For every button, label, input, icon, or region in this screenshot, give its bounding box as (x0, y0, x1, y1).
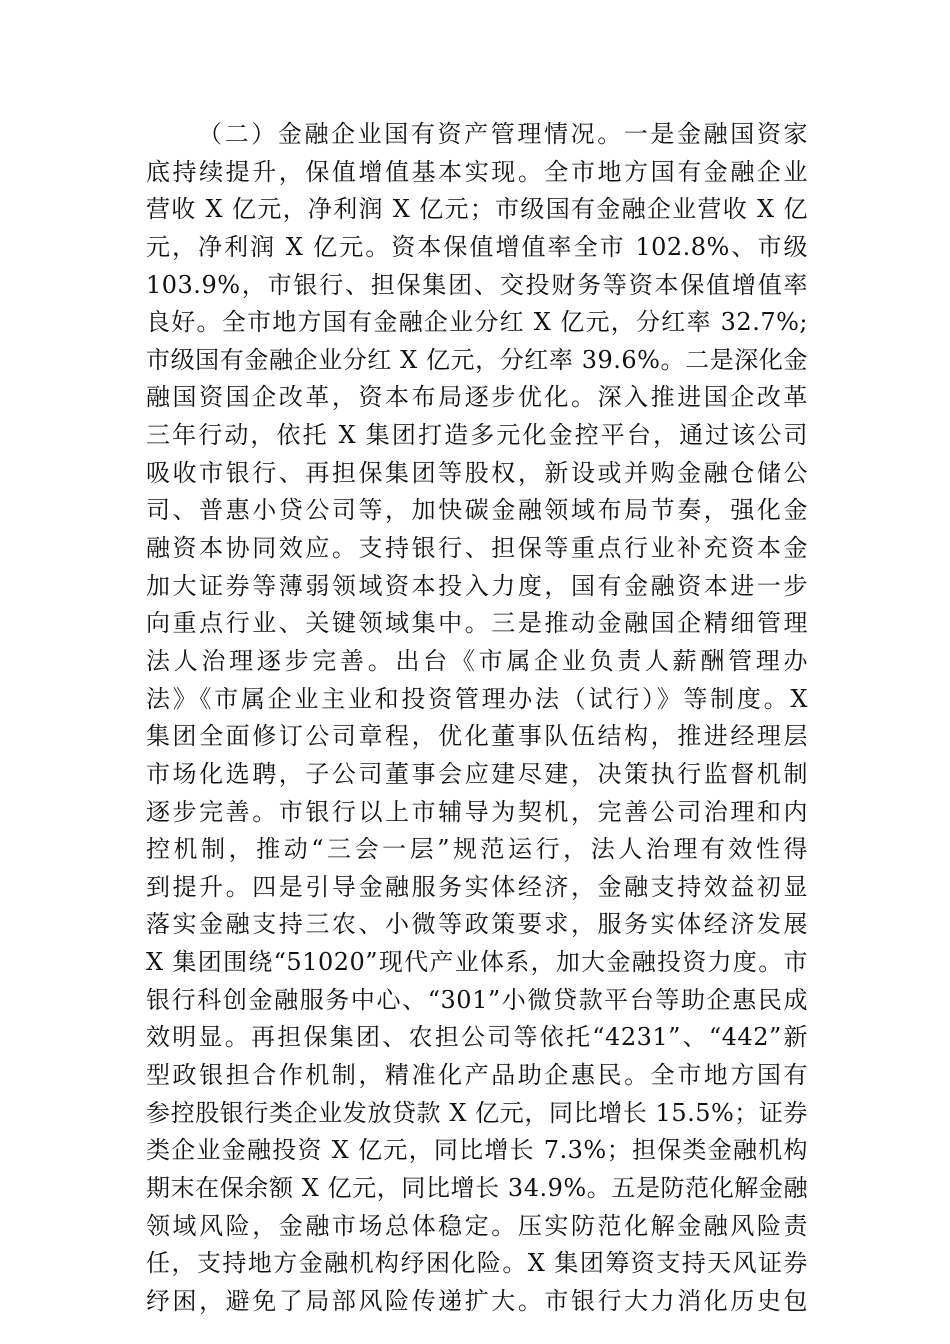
text-line: 领域风险，金融市场总体稳定。压实防范化解金融风险责 (146, 1211, 808, 1240)
text-line: 市级国有金融企业分红 X 亿元，分红率 39.6%。二是深化金 (146, 345, 808, 374)
text-line: 加大证券等薄弱领域资本投入力度，国有金融资本进一步 (146, 571, 808, 600)
text-line: 法》《市属企业主业和投资管理办法（试行）》等制度。X (146, 684, 808, 713)
text-line: 元，净利润 X 亿元。资本保值增值率全市 102.8%、市级 (146, 232, 808, 261)
text-line: 103.9%，市银行、担保集团、交投财务等资本保值增值率 (146, 270, 808, 299)
body-paragraph (146, 116, 808, 1321)
text-line: （二）金融企业国有资产管理情况。一是金融国资家 (198, 120, 808, 148)
text-line: 期末在保余额 X 亿元，同比增长 34.9%。五是防范化解金融 (146, 1173, 808, 1202)
text-line: 效明显。再担保集团、农担公司等依托“4231”、“442”新 (146, 1023, 808, 1052)
text-line: 底持续提升，保值增值基本实现。全市地方国有金融企业 (146, 157, 808, 186)
text-line: 纾困，避免了局部风险传递扩大。市银行大力消化历史包 (146, 1286, 808, 1315)
text-line: 落实金融支持三农、小微等政策要求，服务实体经济发展 (146, 910, 808, 939)
text-line: 类企业金融投资 X 亿元，同比增长 7.3%；担保类金融机构 (146, 1136, 808, 1165)
text-line: 三年行动，依托 X 集团打造多元化金控平台，通过该公司 (146, 421, 808, 450)
text-line: 融资本协同效应。支持银行、担保等重点行业补充资本金 (146, 534, 808, 563)
text-line: 营收 X 亿元，净利润 X 亿元；市级国有金融企业营收 X 亿 (146, 195, 808, 224)
text-line: 法人治理逐步完善。出台《市属企业负责人薪酬管理办 (146, 646, 808, 675)
text-line: 银行科创金融服务中心、“301”小微贷款平台等助企惠民成 (146, 985, 808, 1014)
text-line: 司、普惠小贷公司等，加快碳金融领域布局节奏，强化金 (146, 496, 808, 525)
text-line: 参控股银行类企业发放贷款 X 亿元，同比增长 15.5%；证券 (146, 1098, 808, 1127)
text-line: 吸收市银行、再担保集团等股权，新设或并购金融仓储公 (146, 458, 808, 487)
text-line: 逐步完善。市银行以上市辅导为契机，完善公司治理和内 (146, 797, 808, 826)
text-line: 良好。全市地方国有金融企业分红 X 亿元，分红率 32.7%; (146, 308, 808, 337)
text-line: 型政银担合作机制，精准化产品助企惠民。全市地方国有 (146, 1061, 808, 1090)
text-line: 任，支持地方金融机构纾困化险。X 集团筹资支持天风证券 (146, 1249, 808, 1278)
text-line: 向重点行业、关键领域集中。三是推动金融国企精细管理 (146, 609, 808, 638)
text-line: 控机制，推动“三会一层”规范运行，法人治理有效性得 (146, 835, 808, 864)
text-line: 到提升。四是引导金融服务实体经济，金融支持效益初显 (146, 872, 808, 901)
text-line: 市场化选聘，子公司董事会应建尽建，决策执行监督机制 (146, 759, 808, 788)
text-line: 集团全面修订公司章程，优化董事队伍结构，推进经理层 (146, 722, 808, 751)
text-line: X 集团围绕“51020”现代产业体系，加大金融投资力度。市 (146, 948, 808, 977)
text-line: 融国资国企改革，资本布局逐步优化。深入推进国企改革 (146, 383, 808, 412)
